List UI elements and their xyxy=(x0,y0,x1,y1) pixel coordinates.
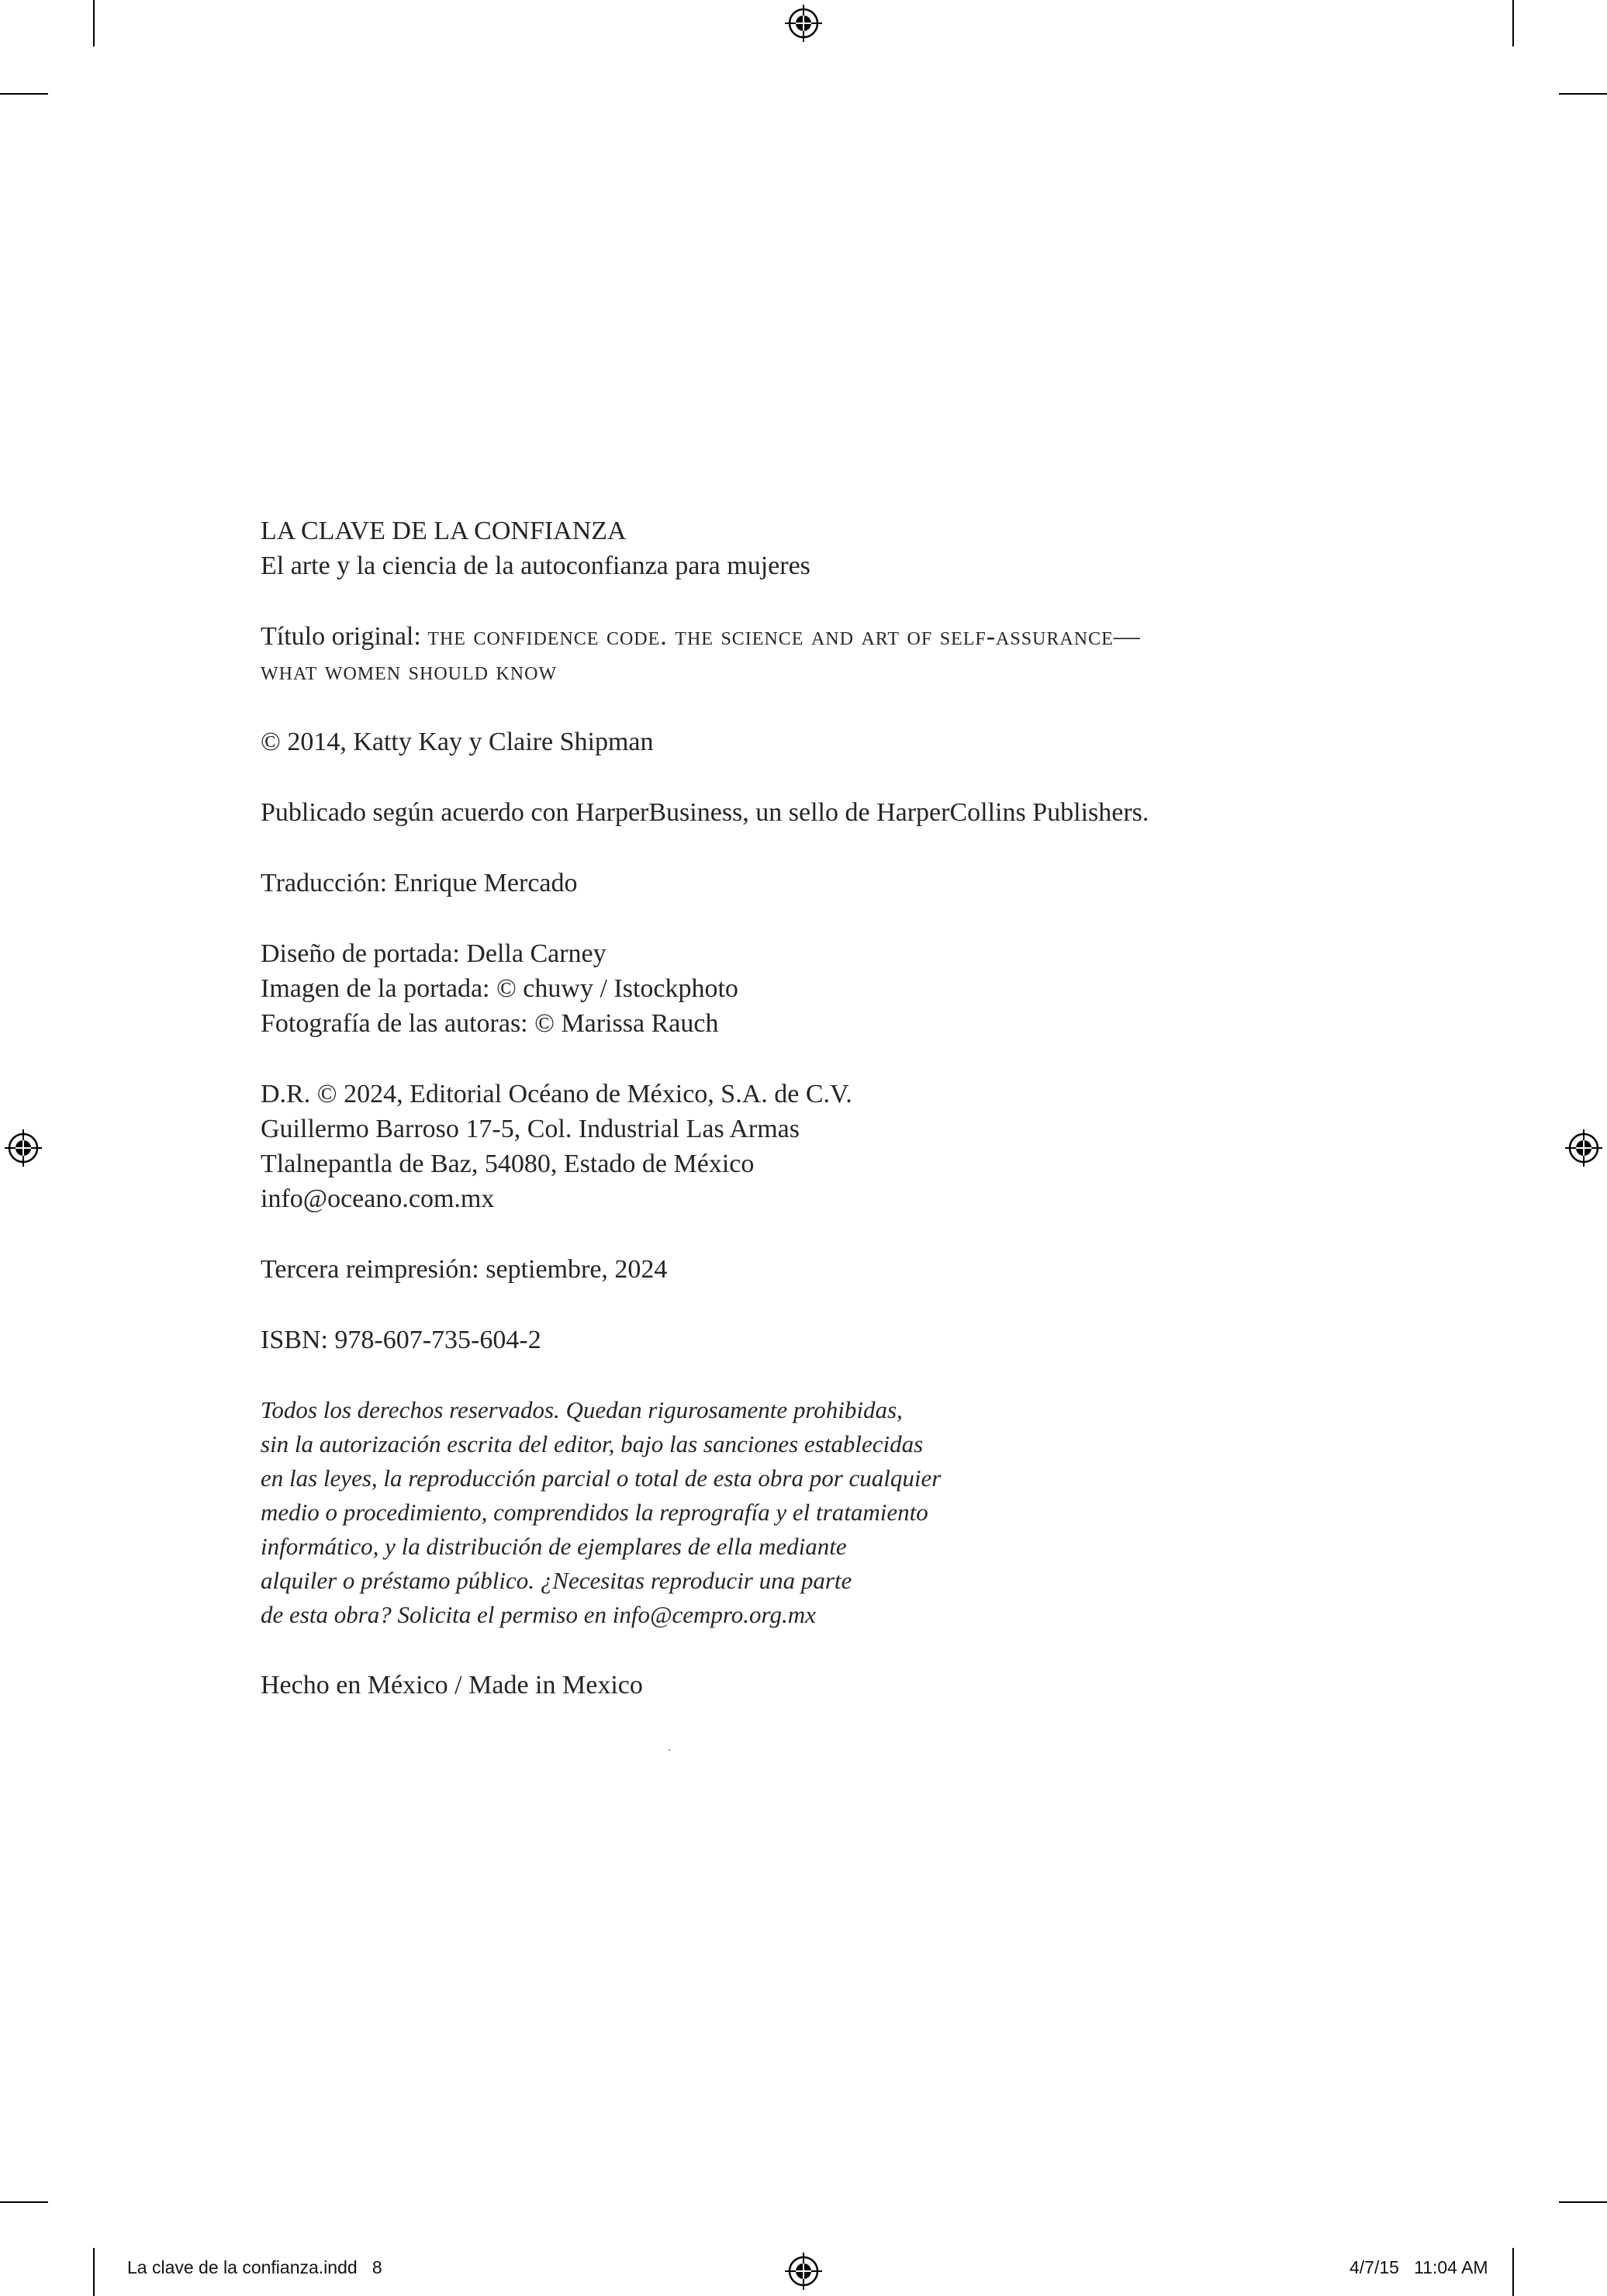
title-block xyxy=(261,513,1315,583)
isbn-line: ISBN: 978-607-735-604-2 xyxy=(261,1326,541,1354)
cover-image-line: Imagen de la portada: © chuwy / Istockphoto xyxy=(261,974,738,1003)
reprint-block xyxy=(261,1252,1315,1287)
translation-line: Traducción: Enrique Mercado xyxy=(261,869,578,897)
made-in-block xyxy=(261,1668,1315,1703)
legal-notice xyxy=(261,1393,1315,1632)
crop-mark-bottom-right xyxy=(1512,2248,1514,2296)
original-title-label: Título original: xyxy=(261,622,421,651)
crop-mark-bottom-right-h xyxy=(1559,2201,1607,2203)
publisher-block xyxy=(261,1077,1315,1216)
crop-mark-top-right xyxy=(1512,0,1514,47)
legal-line: informático, y la distribución de ejemplares de ella mediante xyxy=(261,1533,847,1560)
copyright-line: © 2014, Katty Kay y Claire Shipman xyxy=(261,728,654,756)
crop-mark-top-right-h xyxy=(1559,93,1607,95)
legal-line: alquiler o préstamo público. ¿Necesitas reproducir una parte xyxy=(261,1567,852,1594)
original-title-line-1 xyxy=(261,619,1315,654)
legal-line: de esta obra? Solicita el permiso en info@cempro.org.mx xyxy=(261,1601,816,1628)
authors-photo-line: Fotografía de las autoras: © Marissa Rauch xyxy=(261,1009,719,1038)
isbn-block xyxy=(261,1323,1315,1357)
legal-line: Todos los derechos reservados. Quedan rigurosamente prohibidas, xyxy=(261,1396,903,1423)
original-title-block xyxy=(261,619,1315,689)
registration-mark-right-icon xyxy=(1565,1129,1602,1167)
legal-line: en las leyes, la reproducción parcial o total de esta obra por cualquier xyxy=(261,1464,942,1492)
copyright-page-content xyxy=(261,513,1315,1738)
publisher-line: D.R. © 2024, Editorial Océano de México, S.A. de C.V. xyxy=(261,1080,852,1108)
legal-line: medio o procedimiento, comprendidos la reprografía y el tratamiento xyxy=(261,1499,928,1526)
registration-mark-left-icon xyxy=(5,1129,42,1167)
copyright-block xyxy=(261,724,1315,759)
book-title: LA CLAVE DE LA CONFIANZA xyxy=(261,517,627,545)
original-title-line-2 xyxy=(261,654,1315,689)
book-subtitle: El arte y la ciencia de la autoconfianza para mujeres xyxy=(261,552,810,580)
cover-design-line: Diseño de portada: Della Carney xyxy=(261,939,607,968)
made-in-line: Hecho en México / Made in Mexico xyxy=(261,1671,643,1700)
original-title-text-1: the confidence code. the science and art of self-assurance— xyxy=(427,622,1141,651)
crop-mark-bottom-left-h xyxy=(0,2201,48,2203)
slug-file-name: La clave de la confianza.indd 8 xyxy=(127,2257,382,2277)
registration-mark-top-icon xyxy=(785,5,822,42)
original-title-text-2: what women should know xyxy=(261,657,558,686)
stray-dot xyxy=(669,1749,670,1751)
crop-mark-top-left xyxy=(93,0,95,47)
published-line: Publicado según acuerdo con HarperBusiness, un sello de HarperCollins Publishers. xyxy=(261,798,1149,827)
publisher-email: info@oceano.com.mx xyxy=(261,1184,495,1213)
address-line-1: Guillermo Barroso 17-5, Col. Industrial Las Armas xyxy=(261,1115,800,1143)
credits-block xyxy=(261,936,1315,1041)
published-block xyxy=(261,795,1315,830)
address-line-2: Tlalnepantla de Baz, 54080, Estado de México xyxy=(261,1150,755,1178)
legal-line: sin la autorización escrita del editor, bajo las sanciones establecidas xyxy=(261,1430,924,1457)
crop-mark-bottom-left xyxy=(93,2248,95,2296)
slug-timestamp: 4/7/15 11:04 AM xyxy=(1350,2257,1488,2277)
translation-block xyxy=(261,866,1315,901)
reprint-line: Tercera reimpresión: septiembre, 2024 xyxy=(261,1255,668,1284)
registration-mark-bottom-icon xyxy=(785,2253,822,2290)
crop-mark-top-left-h xyxy=(0,93,48,95)
